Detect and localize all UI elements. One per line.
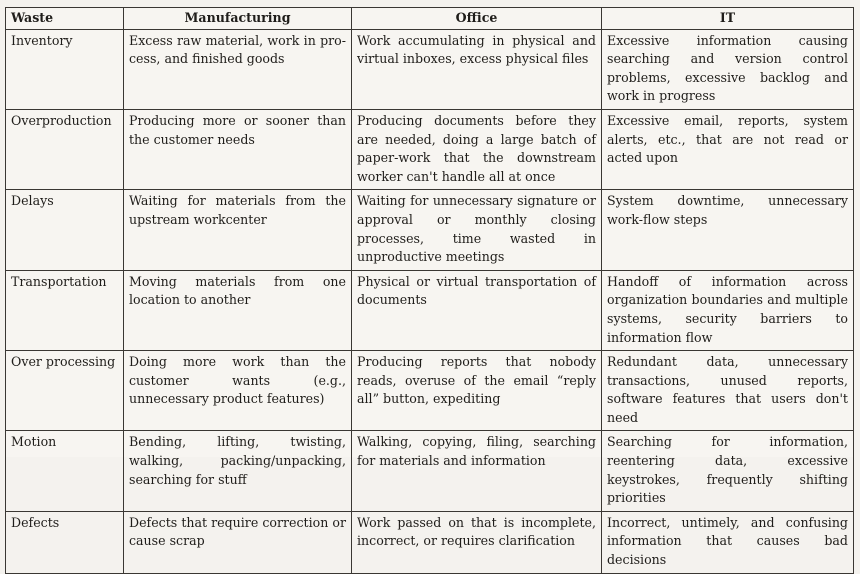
waste-name-cell: Transportation	[6, 270, 124, 350]
it-cell: Handoff of information across organization boundaries and multiple systems, security barriers to information flow	[602, 270, 854, 350]
office-cell: Producing reports that nobody reads, overuse of the email “reply all” button, expediting	[352, 351, 602, 431]
manufacturing-cell: Excess raw material, work in pro-cess, and finished goods	[124, 29, 352, 109]
office-cell: Waiting for unnecessary signature or approval or monthly closing processes, time wasted in unproductive meetings	[352, 190, 602, 270]
header-office: Office	[352, 8, 602, 30]
it-cell: Searching for information, reentering data, excessive keystrokes, frequently shifting priorities	[602, 431, 854, 511]
header-manufacturing: Manufacturing	[124, 8, 352, 30]
it-cell: Excessive information causing searching and version control problems, excessive backlog and work in progress	[602, 29, 854, 109]
table-row	[6, 431, 854, 511]
waste-name-cell: Overproduction	[6, 109, 124, 189]
it-cell: Redundant data, unnecessary transactions, unused reports, software features that users don't need	[602, 351, 854, 431]
it-cell: Excessive email, reports, system alerts, etc., that are not read or acted upon	[602, 109, 854, 189]
waste-name-cell: Over processing	[6, 351, 124, 431]
table-header-row	[6, 8, 854, 30]
waste-name-cell: Motion	[6, 431, 124, 511]
manufacturing-cell: Moving materials from one location to another	[124, 270, 352, 350]
office-cell: Producing documents before they are needed, doing a large batch of paper-work that the downstream worker can't handle all at once	[352, 109, 602, 189]
waste-name-cell: Defects	[6, 511, 124, 573]
document-page	[5, 7, 853, 568]
header-it: IT	[602, 8, 854, 30]
table-row	[6, 29, 854, 109]
office-cell: Work passed on that is incomplete, incorrect, or requires clarification	[352, 511, 602, 573]
manufacturing-cell: Defects that require correction or cause scrap	[124, 511, 352, 573]
header-waste: Waste	[6, 8, 124, 30]
table-row	[6, 190, 854, 270]
office-cell: Physical or virtual transportation of documents	[352, 270, 602, 350]
table-row	[6, 511, 854, 573]
manufacturing-cell: Doing more work than the customer wants (e.g., unnecessary product features)	[124, 351, 352, 431]
office-cell: Walking, copying, filing, searching for materials and information	[352, 431, 602, 511]
it-cell: Incorrect, untimely, and confusing information that causes bad decisions	[602, 511, 854, 573]
waste-name-cell: Inventory	[6, 29, 124, 109]
manufacturing-cell: Bending, lifting, twisting, walking, packing/unpacking, searching for stuff	[124, 431, 352, 511]
it-cell: System downtime, unnecessary work-flow steps	[602, 190, 854, 270]
table-row	[6, 351, 854, 431]
manufacturing-cell: Waiting for materials from the upstream workcenter	[124, 190, 352, 270]
waste-comparison-table	[5, 7, 854, 574]
waste-name-cell: Delays	[6, 190, 124, 270]
office-cell: Work accumulating in physical and virtual inboxes, excess physical files	[352, 29, 602, 109]
table-row	[6, 270, 854, 350]
manufacturing-cell: Producing more or sooner than the customer needs	[124, 109, 352, 189]
table-row	[6, 109, 854, 189]
